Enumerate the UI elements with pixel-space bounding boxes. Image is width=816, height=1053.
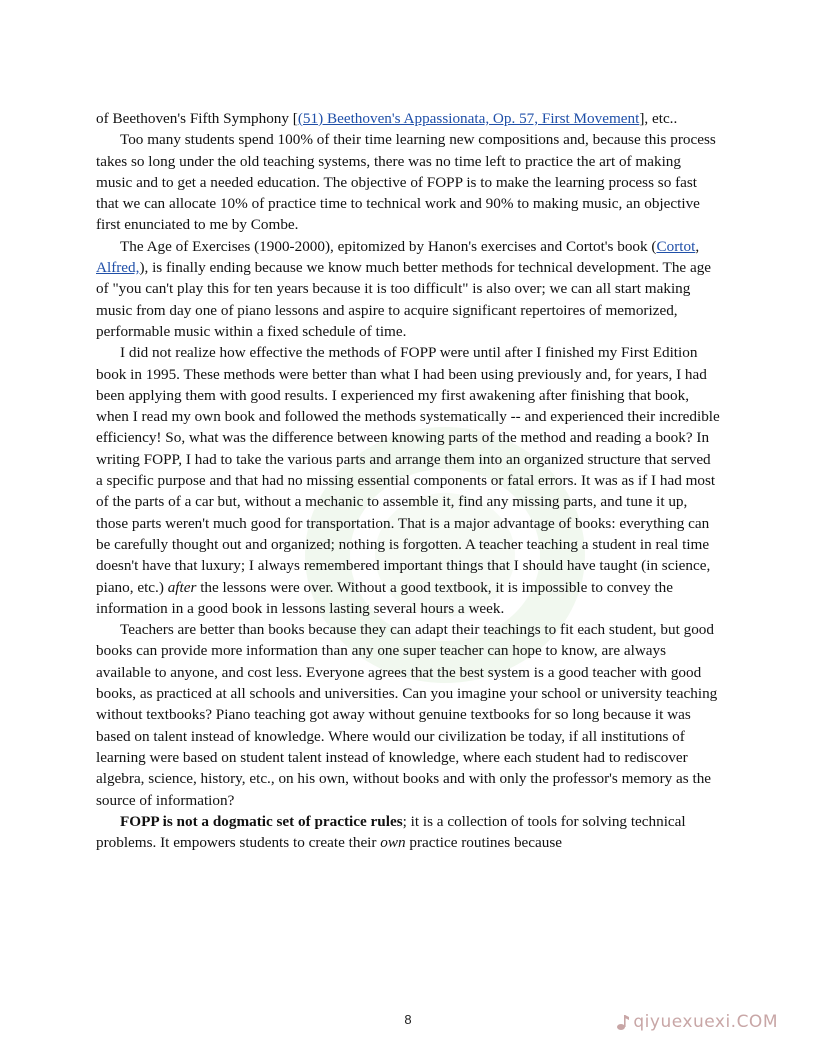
paragraph-4 (96, 342, 721, 619)
paragraph-2: Too many students spend 100% of their time learning new compositions and, because this process takes so long under the old teaching systems, there was no time left to practice the art of making music and to get a needed education. The objective of FOPP is to make the learning process so fast that we can allocate 10% of practice time to technical work and 90% to making music, an objective first enunciated to me by Combe. (96, 131, 716, 234)
paragraph-3-separator: , (695, 237, 700, 255)
site-watermark (616, 1012, 778, 1032)
document-body (96, 108, 721, 853)
paragraph-1 (96, 108, 721, 129)
paragraph-1-text-b: ], etc.. (639, 110, 678, 127)
paragraph-4-emphasis: after (167, 578, 197, 596)
paragraph-6-bold-lead: FOPP is not a dogmatic set of practice rules (120, 812, 403, 830)
paragraph-6-text-a: ; it is a collection of tools for solving technical problems. It empowers students to create their (96, 812, 686, 852)
paragraph-5: Teachers are better than books because they can adapt their teachings to fit each student, but good books can provide more information than any one super teacher can hope to know, are always available to anyone, and cost less. Everyone agrees that the best system is a good teacher with good books, as practiced at all schools and universities. Can you imagine your school or university teaching without textbooks? Piano teaching got away without genuine textbooks for so long because it was based on talent instead of knowledge. Where would our civilization be today, if all institutions of learning were based on student talent instead of knowledge, where each student had to rediscover algebra, science, history, etc., on his own, without books and with only the professor's memory as the source of information? (96, 621, 718, 809)
paragraph-3-text-b: ), is finally ending because we know much better methods for technical development. The age of "you can't play this for ten years because it is too difficult" is also over; we can all start making music from day one of piano lessons and aspire to acquire significant repertoires of memorized, performable music within a fixed schedule of time. (96, 259, 712, 340)
paragraph-6 (96, 811, 721, 854)
link-appassionata[interactable]: (51) Beethoven's Appassionata, Op. 57, First Movement (297, 110, 640, 127)
music-note-icon (616, 1013, 630, 1031)
paragraph-3-text-a: The Age of Exercises (1900-2000), epitomized by Hanon's exercises and Cortot's book ( (120, 237, 657, 255)
paragraph-6-emphasis: own (380, 834, 406, 852)
paragraph-4-text-a: I did not realize how effective the methods of FOPP were until after I finished my First Edition book in 1995. These methods were better than what I had been using previously and, for years, I had been applying them with good results. I experienced my first awakening after finishing that book, when I read my own book and followed the methods systematically -- and experienced their incredible efficiency! So, what was the difference between knowing parts of the method and reading a book? In writing FOPP, I had to take the various parts and arrange them into an organized structure that served a specific purpose and that had no missing essential components or fatal errors. It was as if I had most of the parts of a car but, without a mechanic to assemble it, find any missing parts, and tune it up, those parts weren't much good for transportation. That is a major advantage of books: everything can be carefully thought out and organized; nothing is forgotten. A teacher teaching a student in real time doesn't have that luxury; I always remembered important things that I should have taught (in science, piano, etc.) (96, 344, 720, 596)
page-number: 8 (404, 1012, 412, 1027)
paragraph-4-text-b: the lessons were over. Without a good textbook, it is impossible to convey the information in a good book in lessons lasting several hours a week. (96, 578, 673, 617)
link-cortot[interactable]: Cortot (656, 237, 696, 255)
paragraph-3 (96, 236, 721, 342)
link-alfred[interactable]: Alfred, (96, 259, 140, 277)
paragraph-1-text-a: of Beethoven's Fifth Symphony [ (96, 110, 298, 127)
paragraph-6-text-b: practice routines because (405, 834, 563, 852)
site-watermark-text: qiyuexuexi.COM (633, 1012, 778, 1032)
